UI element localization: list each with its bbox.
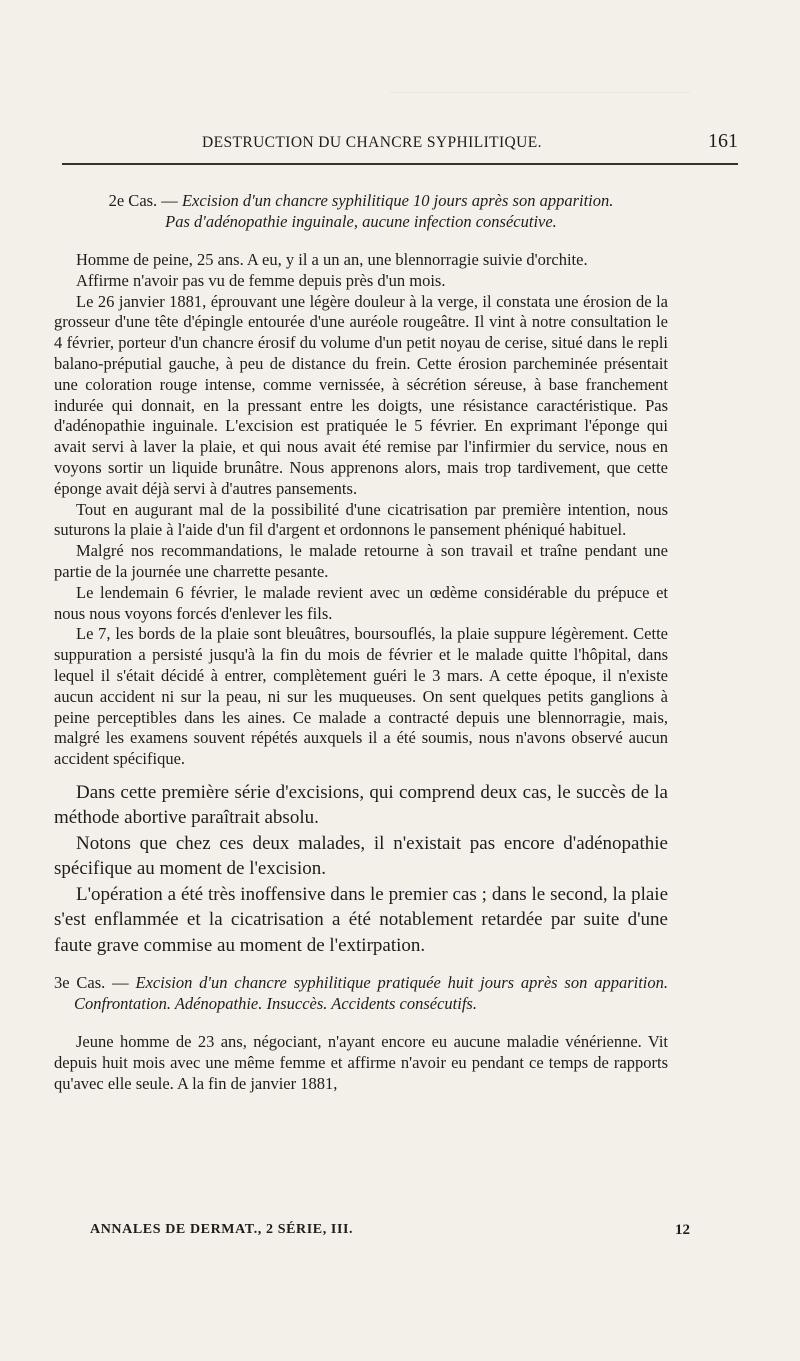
case-2-paragraph: Tout en augurant mal de la possibilité d'une cicatrisation par première intention, nous suturons la plaie à l'aide d'un fil d'argent et ordonnons le pansement phéniqué habituel. [54,499,668,540]
case-2-label: 2e Cas. — [108,191,178,210]
header-rule [62,163,738,165]
case-2-paragraph: Affirme n'avoir pas vu de femme depuis près d'un mois. [76,270,446,290]
running-title: DESTRUCTION DU CHANCRE SYPHILITIQUE. [202,134,542,151]
case-2-paragraph: Malgré nos recommandations, le malade retourne à son travail et traîne pendant une partie de la journée une charrette pesante. [54,541,668,581]
case-3-paragraph: Jeune homme de 23 ans, négociant, n'ayant encore eu aucune maladie vénérienne. Vit depuis huit mois avec une même femme et affirme n'avoir eu pendant ce temps de rapports qu'avec elle seule. A la fin de janvier 1881, [54,1032,668,1094]
page-body [54,190,668,1095]
signature-mark: 12 [675,1222,690,1238]
case-2-paragraph: Homme de peine, 25 ans. A eu, y il a un an, une blennorragie suivie d'orchite. [76,250,588,269]
show-through-artifact [390,92,690,103]
case-3-title: Excision d'un chancre syphilitique pratiquée huit jours après son apparition. Confrontation. Adénopathie. Insuccès. Accidents consécutifs. [74,973,668,1014]
discussion-paragraph: Notons que chez ces deux malades, il n'existait pas encore d'adénopathie spécifique au moment de l'excision. [54,832,668,880]
case-3-label: 3e Cas. — [54,973,129,993]
running-header [62,130,738,154]
discussion-paragraph: L'opération a été très inoffensive dans le premier cas ; dans le second, la plaie s'est enflammée et la cicatrisation a été notablement retardée par suite d'une faute grave commise au moment de l'extirpation. [54,883,668,956]
case-2-paragraph: Le 26 janvier 1881, éprouvant une légère douleur à la verge, il constata une érosion de la grosseur d'une tête d'épingle entourée d'une auréole rougeâtre. Il vint à notre consultation le 4 février, porteur d'un chancre érosif du volume d'un petit noyau de cerise, situé dans le repli balano-préputial gauche, à peu de distance du frein. Cette érosion parcheminée présentait une coloration rouge intense, comme vernissée, à sécrétion séreuse, à base franchement indurée qui donnait, en la pressant entre les doigts, une résistance caractéristique. Pas d'adénopathie inguinale. L'excision est pratiquée le 5 février. En exprimant l'éponge qui avait servi à laver la plaie, et qui nous avait été remise par l'infirmier du service, nous en voyons sortir un liquide brunâtre. Nous apprenons alors, mais trop tardivement, que cette éponge avait déjà servi à d'autres pansements. [54,291,668,498]
case-2-heading [54,190,668,232]
page-footer [90,1222,738,1246]
journal-footer: ANNALES DE DERMAT., 2 SÉRIE, III. [90,1222,354,1237]
case-2-paragraph: Le 7, les bords de la plaie sont bleuâtres, boursouflés, la plaie suppure légèrement. Cette suppuration a persisté jusqu'à la fin du mois de février et le malade quitte l'hôpital, dans lequel il s'était décidé à entrer, complètement guéri le 3 mars. A cette époque, il n'existe aucun accident ni sur la peau, ni sur les muqueuses. On sent quelques petits ganglions à peine perceptibles dans les aines. Ce malade a contracté depuis une blennorragie, mais, malgré les examens souvent répétés auxquels il a été soumis, nous n'avons observé aucun accident spécifique. [54,624,668,769]
case-2-title-line-1: Excision d'un chancre syphilitique 10 jours après son apparition. [181,191,614,210]
page-number: 161 [708,130,738,152]
case-2-paragraph: Le lendemain 6 février, le malade revient avec un œdème considérable du prépuce et nous nous voyons forcés d'enlever les fils. [54,582,668,623]
case-2-title-line-2: Pas d'adénopathie inguinale, aucune infection consécutive. [165,212,557,231]
case-3-heading [54,972,668,1014]
section-spacer [54,958,668,972]
discussion-paragraph: Dans cette première série d'excisions, qui comprend deux cas, le succès de la méthode abortive paraîtrait absolu. [54,781,668,829]
